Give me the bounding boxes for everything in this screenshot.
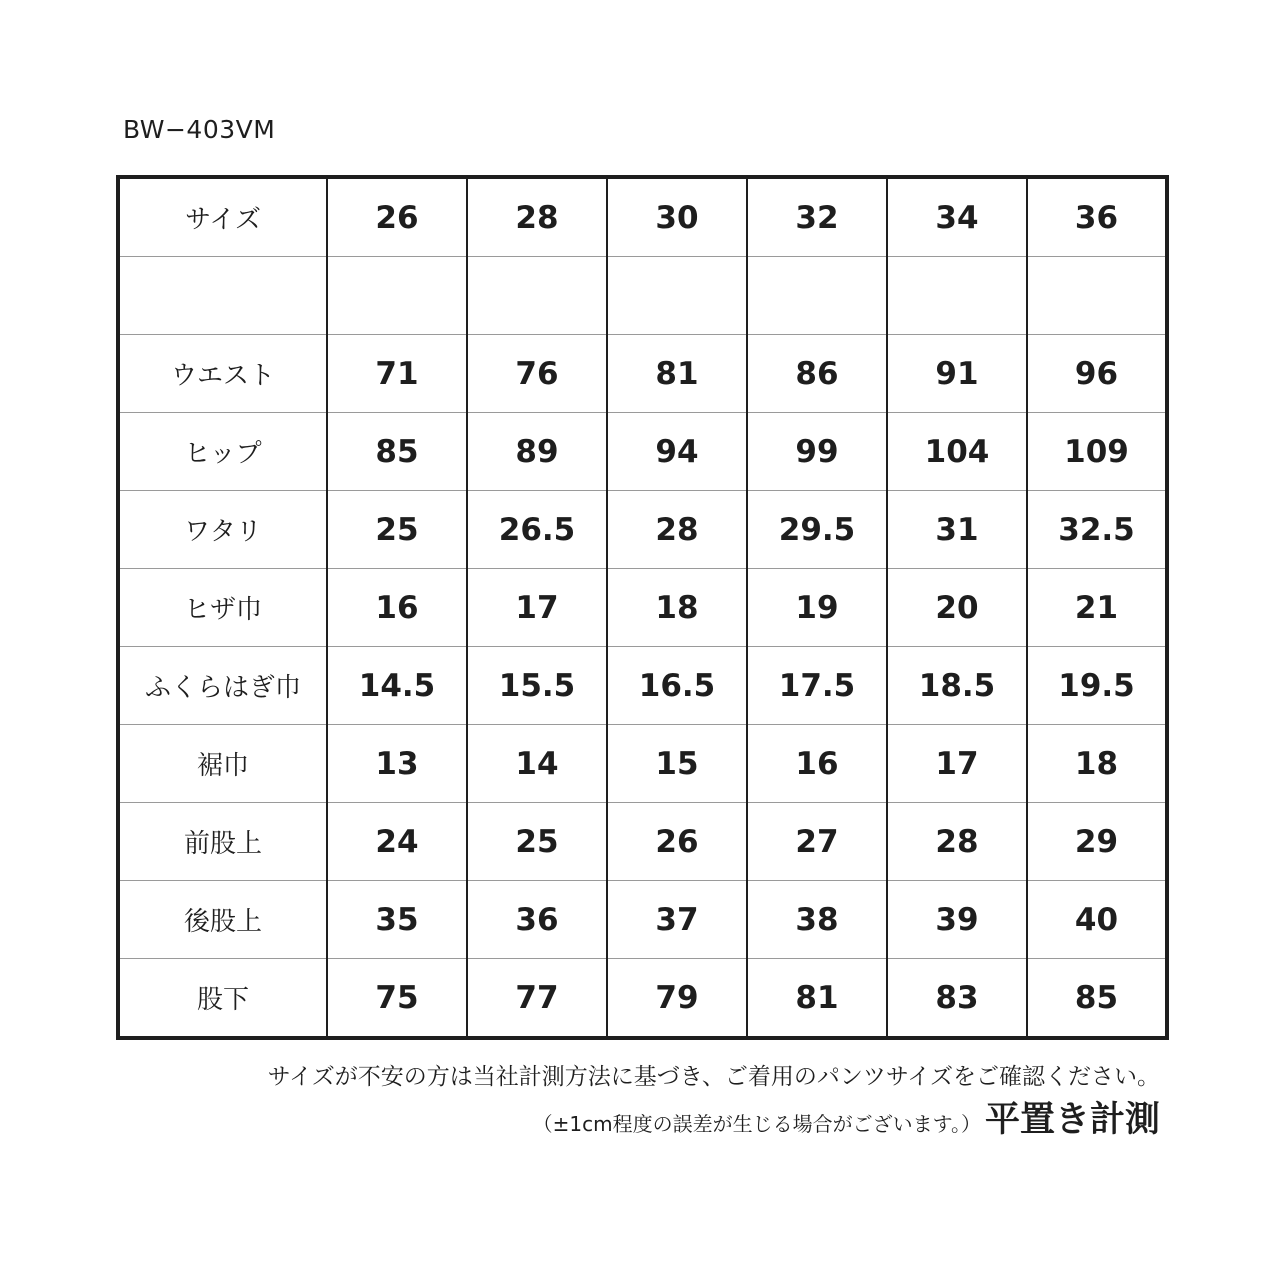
measurement-method: 平置き計測 bbox=[984, 1100, 1160, 1140]
table-cell: 71 bbox=[327, 335, 467, 413]
table-cell: 15.5 bbox=[467, 647, 607, 725]
table-cell: 17 bbox=[467, 569, 607, 647]
size-header-cell: 30 bbox=[607, 177, 747, 257]
table-cell: 32.5 bbox=[1027, 491, 1167, 569]
table-cell: 19 bbox=[747, 569, 887, 647]
table-cell bbox=[1027, 257, 1167, 335]
table-cell: 109 bbox=[1027, 413, 1167, 491]
table-cell: 24 bbox=[327, 803, 467, 881]
size-chart-table bbox=[116, 175, 1169, 1040]
table-cell: 17.5 bbox=[747, 647, 887, 725]
row-label: 後股上 bbox=[118, 881, 327, 959]
row-label: ワタリ bbox=[118, 491, 327, 569]
table-row bbox=[118, 959, 1167, 1039]
table-cell: 18 bbox=[607, 569, 747, 647]
table-cell: 77 bbox=[467, 959, 607, 1039]
table-cell: 16.5 bbox=[607, 647, 747, 725]
table-cell: 21 bbox=[1027, 569, 1167, 647]
table-cell: 79 bbox=[607, 959, 747, 1039]
table-cell: 27 bbox=[747, 803, 887, 881]
table-cell: 13 bbox=[327, 725, 467, 803]
table-row bbox=[118, 647, 1167, 725]
table-row bbox=[118, 413, 1167, 491]
table-cell: 25 bbox=[327, 491, 467, 569]
table-cell: 86 bbox=[747, 335, 887, 413]
header-row bbox=[118, 177, 1167, 257]
measurement-note bbox=[533, 1092, 1160, 1142]
row-label: ウエスト bbox=[118, 335, 327, 413]
table-cell: 36 bbox=[467, 881, 607, 959]
table-cell: 16 bbox=[747, 725, 887, 803]
table-cell: 29.5 bbox=[747, 491, 887, 569]
model-number: BW−403VM bbox=[123, 115, 276, 144]
table-cell: 16 bbox=[327, 569, 467, 647]
table-row bbox=[118, 881, 1167, 959]
size-header-cell: 26 bbox=[327, 177, 467, 257]
size-header-cell: 28 bbox=[467, 177, 607, 257]
table-cell: 89 bbox=[467, 413, 607, 491]
table-cell: 96 bbox=[1027, 335, 1167, 413]
table-cell: 29 bbox=[1027, 803, 1167, 881]
table-cell: 17 bbox=[887, 725, 1027, 803]
table-cell: 91 bbox=[887, 335, 1027, 413]
table-cell: 40 bbox=[1027, 881, 1167, 959]
row-label: ヒザ巾 bbox=[118, 569, 327, 647]
table-cell: 14.5 bbox=[327, 647, 467, 725]
table-cell: 81 bbox=[747, 959, 887, 1039]
table-cell: 18.5 bbox=[887, 647, 1027, 725]
table-cell: 76 bbox=[467, 335, 607, 413]
table-cell: 20 bbox=[887, 569, 1027, 647]
table-row bbox=[118, 491, 1167, 569]
row-label: 股下 bbox=[118, 959, 327, 1039]
table-cell: 104 bbox=[887, 413, 1027, 491]
size-header-cell: 32 bbox=[747, 177, 887, 257]
table-cell: 31 bbox=[887, 491, 1027, 569]
size-advice-note: サイズが不安の方は当社計測方法に基づき、ご着用のパンツサイズをご確認ください。 bbox=[267, 1064, 1160, 1090]
table-cell: 83 bbox=[887, 959, 1027, 1039]
table-cell: 94 bbox=[607, 413, 747, 491]
header-label: サイズ bbox=[118, 177, 327, 257]
table-cell: 19.5 bbox=[1027, 647, 1167, 725]
table-row bbox=[118, 569, 1167, 647]
table-cell bbox=[327, 257, 467, 335]
table-cell: 85 bbox=[327, 413, 467, 491]
table-cell: 15 bbox=[607, 725, 747, 803]
table-cell bbox=[467, 257, 607, 335]
table-cell: 75 bbox=[327, 959, 467, 1039]
table-cell: 81 bbox=[607, 335, 747, 413]
table-row bbox=[118, 803, 1167, 881]
row-label: 裾巾 bbox=[118, 725, 327, 803]
table-row bbox=[118, 257, 1167, 335]
table-cell bbox=[747, 257, 887, 335]
table-cell: 35 bbox=[327, 881, 467, 959]
row-label: ヒップ bbox=[118, 413, 327, 491]
table-cell: 37 bbox=[607, 881, 747, 959]
table-cell: 18 bbox=[1027, 725, 1167, 803]
row-label: ふくらはぎ巾 bbox=[118, 647, 327, 725]
table-cell: 25 bbox=[467, 803, 607, 881]
table-cell: 14 bbox=[467, 725, 607, 803]
table-cell bbox=[607, 257, 747, 335]
row-label bbox=[118, 257, 327, 335]
table-cell: 26.5 bbox=[467, 491, 607, 569]
size-header-cell: 36 bbox=[1027, 177, 1167, 257]
size-header-cell: 34 bbox=[887, 177, 1027, 257]
table-cell: 85 bbox=[1074, 979, 1119, 1016]
table-row bbox=[118, 335, 1167, 413]
row-label: 前股上 bbox=[118, 803, 327, 881]
table-cell: 38 bbox=[747, 881, 887, 959]
table-cell: 99 bbox=[747, 413, 887, 491]
table-cell: 39 bbox=[887, 881, 1027, 959]
table-cell: 26 bbox=[607, 803, 747, 881]
table-cell bbox=[887, 257, 1027, 335]
table-cell: 28 bbox=[607, 491, 747, 569]
table-cell: 28 bbox=[887, 803, 1027, 881]
tolerance-note: （±1cm程度の誤差が生じる場合がございます。） bbox=[532, 1112, 981, 1136]
table-row bbox=[118, 725, 1167, 803]
